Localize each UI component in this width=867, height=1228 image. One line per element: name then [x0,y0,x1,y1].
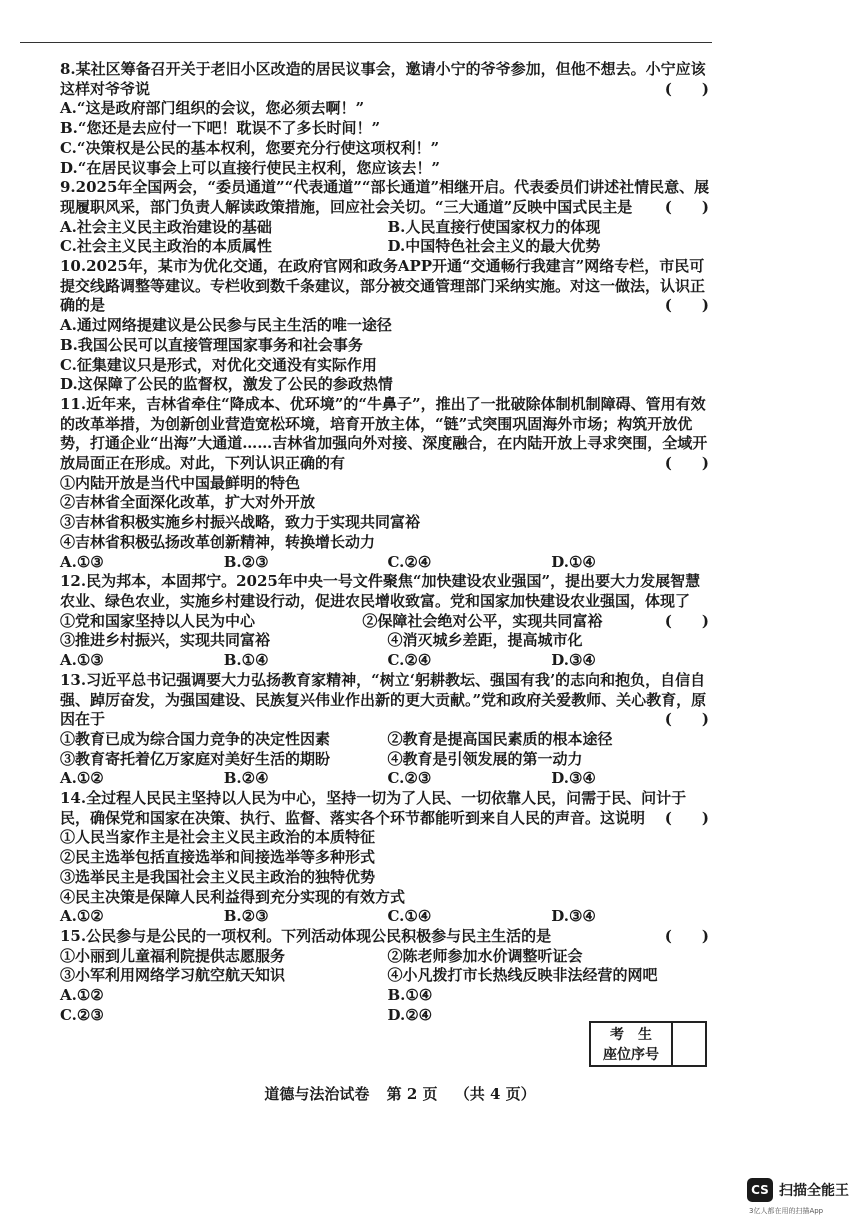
choice: A.①③ [60,651,104,670]
answer-paren: ( ) [664,611,709,630]
answer-paren: ( ) [664,197,709,216]
question-12-stem: 12.民为邦本，本固邦宁。2025年中央一号文件聚焦“加快建设农业强国”，提出要大力发展智慧农业、绿色农业，实施乡村建设行动，促进农民增收致富。党和国家加快建设农业强国，体现了 [60,572,701,610]
statement: ④吉林省积极弘扬改革创新精神，转换增长动力 [60,532,376,551]
option: B.人民直接行使国家权力的体现 [387,217,601,236]
choice: C.②③ [60,1005,104,1024]
statement: ④消灭城乡差距，提高城市化 [387,631,583,650]
statement: ③选举民主是我国社会主义民主政治的独特优势 [60,867,376,886]
seat-number-label: 考 生 座位序号 [591,1023,673,1065]
statement: ②保障社会绝对公平，实现共同富裕 [362,611,603,630]
statement: ③吉林省积极实施乡村振兴战略，致力于实现共同富裕 [60,513,421,532]
answer-paren: ( ) [664,808,709,827]
option: D.这保障了公民的监督权，激发了公民的参政热情 [60,375,393,394]
choice: D.②④ [387,1005,433,1024]
question-15-stem: 15.公民参与是公民的一项权利。下列活动体现公民积极参与民主生活的是 [60,926,552,945]
statement: ①党和国家坚持以人民为中心 [60,611,256,630]
choice: C.②④ [387,552,432,571]
option: C.社会主义民主政治的本质属性 [60,237,272,256]
choice: D.③④ [551,907,596,926]
scanner-watermark [747,1178,867,1222]
statement: ②吉林省全面深化改革，扩大对外开放 [60,493,316,512]
question-14-stem: 14.全过程人民民主坚持以人民为中心，坚持一切为了人民、一切依靠人民，问需于民、问计于民，确保党和国家在决策、执行、监督、落实各个环节都能听到来自人民的声音。这说明 [60,789,687,827]
question-13 [60,671,715,789]
choice: B.②③ [223,552,269,571]
statement: ④教育是引领发展的第一动力 [387,749,583,768]
choice: D.③④ [551,769,596,788]
statement: ②民主选举包括直接选举和间接选举等多种形式 [60,848,376,867]
question-8-stem: 8.某社区筹备召开关于老旧小区改造的居民议事会，邀请小宁的爷爷参加，但他不想去。小宁应该这样对爷爷说 [60,60,706,98]
choice: D.③④ [551,651,596,670]
option: D.“在居民议事会上可以直接行使民主权利，您应该去！” [60,158,440,177]
option: A.社会主义民主政治建设的基础 [60,217,272,236]
choice: D.①④ [551,552,596,571]
footer-title: 道德与法治试卷 [264,1085,370,1103]
statement: ③教育寄托着亿万家庭对美好生活的期盼 [60,749,331,768]
question-15 [60,927,715,1026]
statement: ④小凡拨打市长热线反映非法经营的网吧 [387,966,658,985]
cs-logo-icon: CS [747,1178,773,1202]
brand-tagline: 3亿人都在用的扫描App [749,1207,824,1215]
option: B.“您还是去应付一下吧！耽误不了多长时间！” [60,119,381,138]
option: A.“这是政府部门组织的会议，您必须去啊！” [60,99,365,118]
choice: A.①③ [60,552,104,571]
top-rule [20,42,712,43]
choice: C.①④ [387,907,432,926]
answer-paren: ( ) [664,79,709,98]
choice: A.①② [60,907,104,926]
brand-name: 扫描全能王 [779,1183,849,1199]
seat-number-cell [673,1023,705,1065]
footer-total: （共 4 页） [454,1085,536,1103]
statement: ③小军利用网络学习航空航天知识 [60,966,286,985]
question-10-stem: 10.2025年，某市为优化交通，在政府官网和政务APP开通“交通畅行我建言”网络专栏，市民可提交线路调整等建议。专栏收到数千条建议，部分被交通管理部门采纳实施。对这一做法，认识正确的是 [60,257,706,315]
option: C.“决策权是公民的基本权利，您要充分行使这项权利！” [60,138,440,157]
statement: ①人民当家作主是社会主义民主政治的本质特征 [60,828,376,847]
statement: ①小丽到儿童福利院提供志愿服务 [60,946,286,965]
question-13-stem: 13.习近平总书记强调要大力弘扬教育家精神，“树立‘躬耕教坛、强国有我’的志向和抱负，自信自强、踔厉奋发，为强国建设、民族复兴伟业作出新的更大贡献。”党和政府关爱教师、关心教育，原因在于 [60,670,707,729]
choice: B.①④ [223,651,269,670]
option: C.征集建议只是形式，对优化交通没有实际作用 [60,355,377,374]
question-8 [60,60,715,178]
option: D.中国特色社会主义的最大优势 [387,237,601,256]
answer-paren: ( ) [664,454,709,473]
choice: B.②④ [223,769,269,788]
question-11 [60,395,715,572]
choice: C.②④ [387,651,432,670]
answer-paren: ( ) [664,710,709,729]
statement: ④民主决策是保障人民利益得到充分实现的有效方式 [60,887,406,906]
choice: A.①② [60,769,104,788]
statement: ①教育已成为综合国力竞争的决定性因素 [60,729,331,748]
footer-page: 第 2 页 [386,1085,438,1103]
question-9 [60,178,715,257]
answer-paren: ( ) [664,296,709,315]
question-10 [60,257,715,395]
page-footer [0,1083,800,1104]
question-14 [60,789,715,927]
statement: ③推进乡村振兴，实现共同富裕 [60,631,271,650]
answer-paren: ( ) [664,926,709,945]
option: A.通过网络提建议是公民参与民主生活的唯一途径 [60,316,392,335]
seat-number-box [589,1021,707,1067]
question-9-stem: 9.2025年全国两会，“委员通道”“代表通道”“部长通道”相继开启。代表委员们讲述社情民意、展现履职风采，部门负责人解读政策措施，回应社会关切。“三大通道”反映中国式民主是 [60,178,710,216]
option: B.我国公民可以直接管理国家事务和社会事务 [60,335,363,354]
statement: ①内陆开放是当代中国最鲜明的特色 [60,473,301,492]
statement: ②陈老师参加水价调整听证会 [387,946,583,965]
choice: A.①② [60,986,104,1005]
question-12 [60,572,715,671]
question-list [60,60,715,1025]
choice: B.①④ [387,986,433,1005]
statement: ②教育是提高国民素质的根本途径 [387,729,613,748]
choice: B.②③ [223,907,269,926]
question-11-stem: 11.近年来，吉林省牵住“降成本、优环境”的“牛鼻子”，推出了一批破除体制机制障碍、管用有效的改革举措，为创新创业营造宽松环境，培育开放主体，“链”式突围巩固海外市场；构筑开放优势，打通企业“出海”大通道……吉林省加强向外对接、深度融合，在内陆开放上寻求突围，全域开放局面正在形成。对此，下列认识正确的有 [60,394,708,473]
choice: C.②③ [387,769,432,788]
